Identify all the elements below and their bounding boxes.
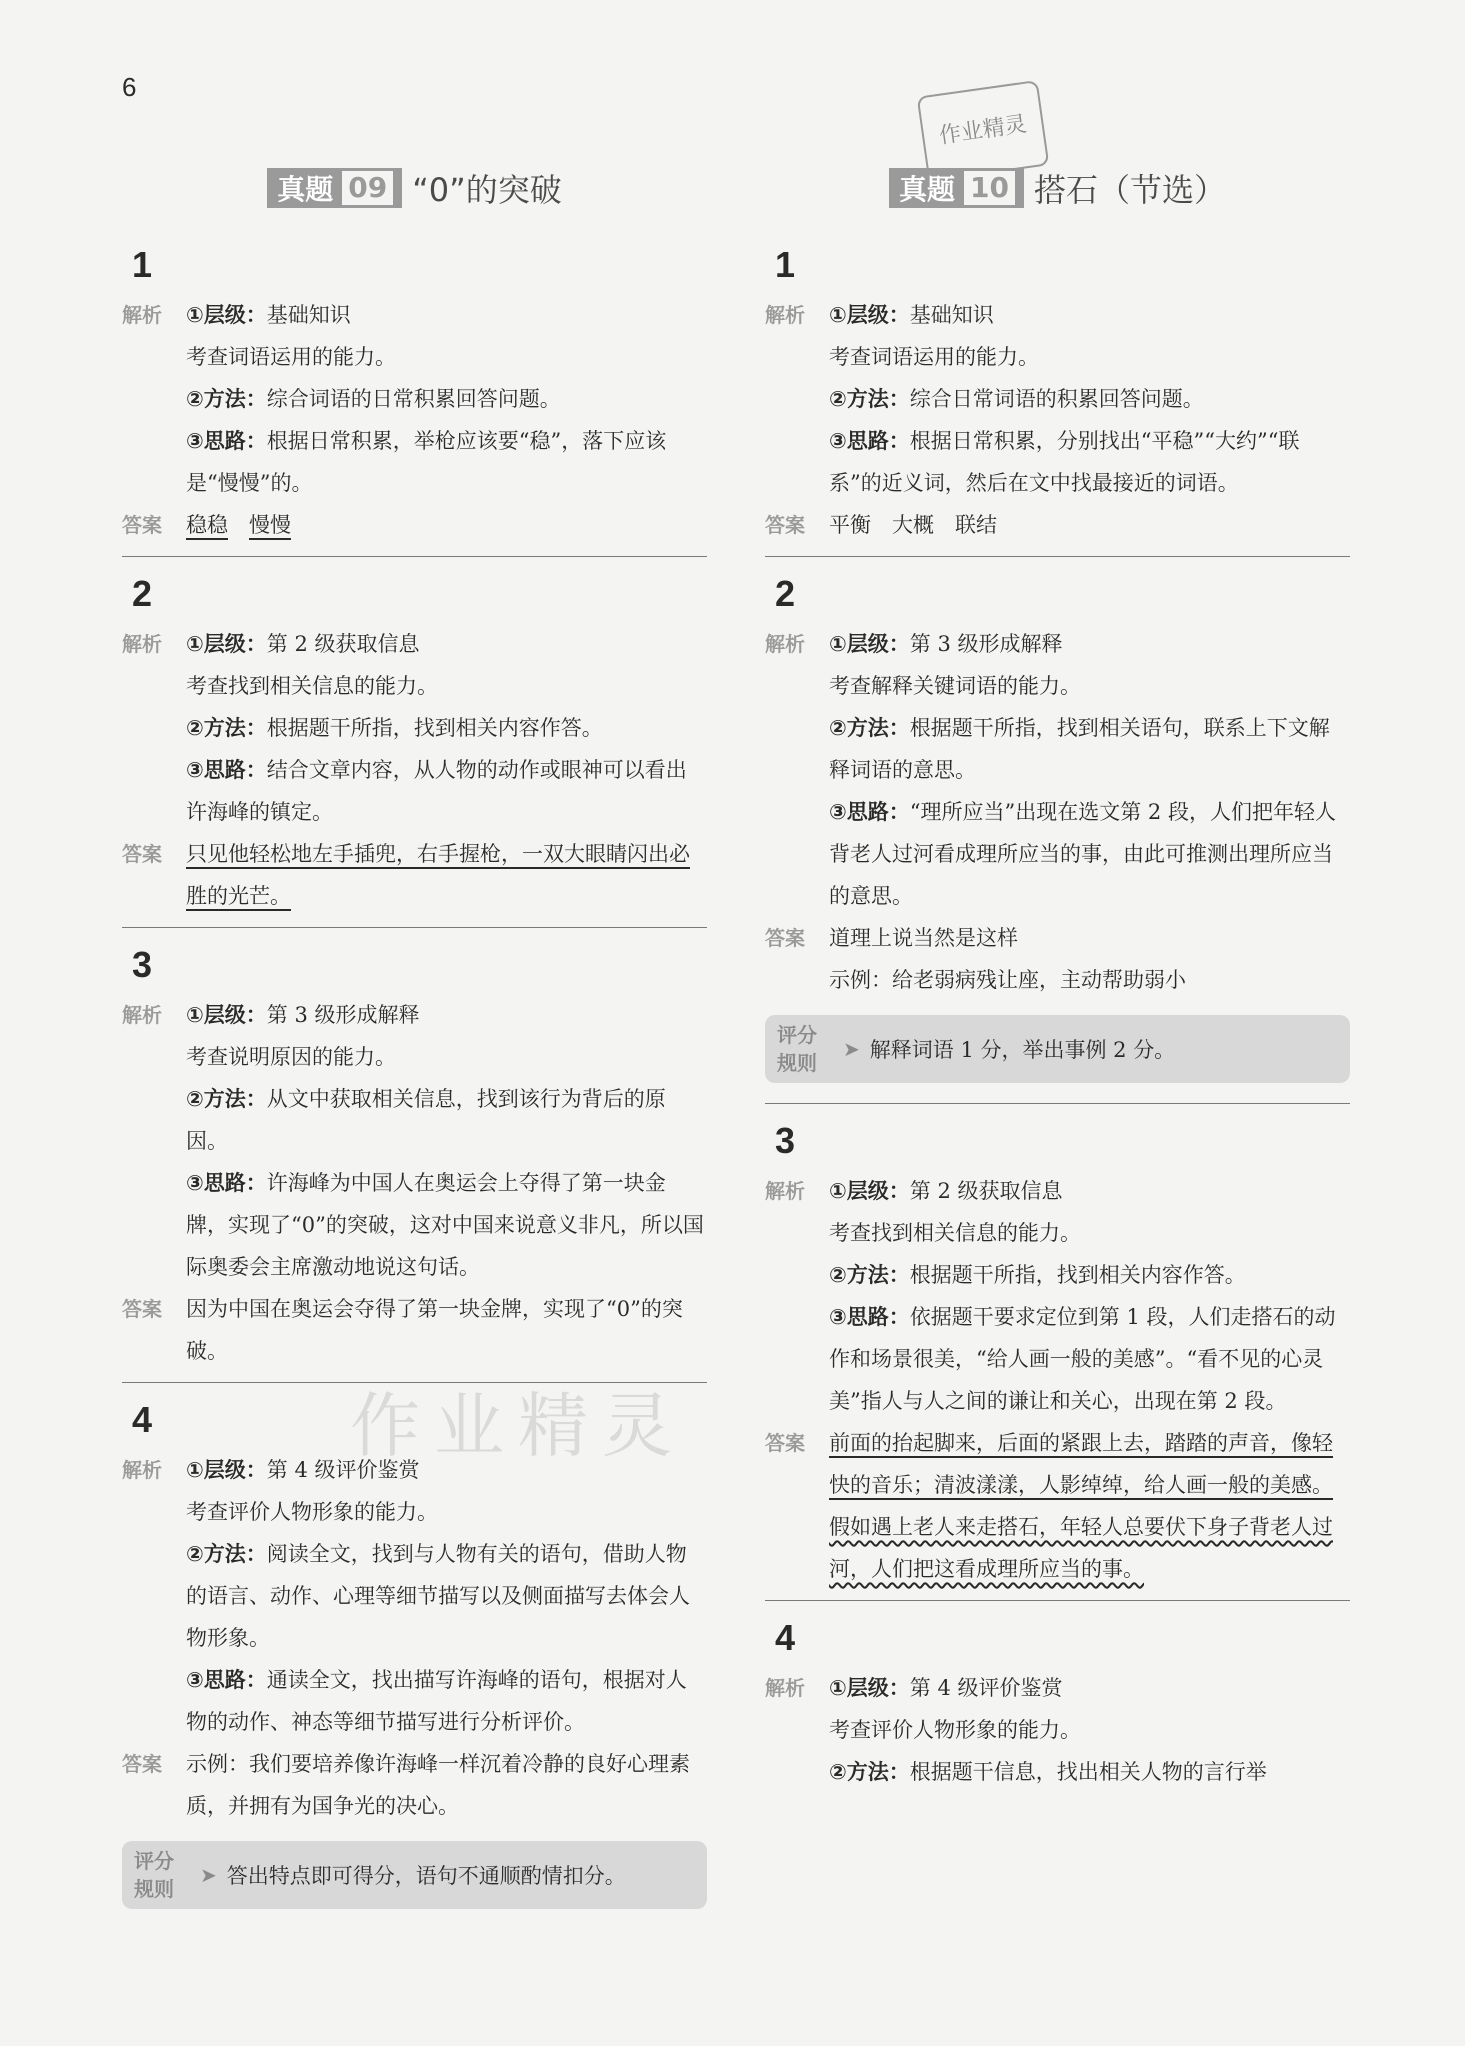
- answer-text: 道理上说当然是这样: [829, 926, 1018, 950]
- section-title-text: 搭石（节选）: [1033, 171, 1226, 209]
- question-block: 4 解析 ①层级：第 4 级评价鉴赏 考查评价人物形象的能力。 ②方法：根据题干信息，找出相关人物的言行举: [765, 1617, 1350, 1803]
- watermark: 作业精灵: [350, 1385, 686, 1467]
- question-number: 4: [775, 1617, 796, 1658]
- answer-label: 答案: [765, 1431, 805, 1455]
- question-block: 3 解析 ①层级：第 2 级获取信息 考查找到相关信息的能力。 ②方法：根据题干所指，找到相关内容作答。 ③思路：依据题干要求定位到第 1 段，人们走搭石的动作和场景很美，“给人画一般的美感”。“看不见的心灵美”指人与人之间的谦让和关心，出现在第 2 段。 答案 前面的抬起脚来，后面的紧跟上去，踏踏的声音，像轻快的音乐；清波漾漾，人影绰绰，给人画一般的美感。 假如遇上老人来走搭石，年轻人总要伏下身子背老人过河，人们把这看成理所应当的事。: [765, 1120, 1350, 1601]
- page-number: 6: [122, 72, 137, 102]
- question-number: 2: [775, 573, 796, 614]
- question-number: 1: [775, 244, 796, 285]
- answer-text: 稳稳: [186, 513, 228, 537]
- scoring-rule: 评分规则 ➤ 解释词语 1 分，举出事例 2 分。: [765, 1015, 1350, 1083]
- answer-label: 答案: [122, 513, 162, 537]
- arrow-right-icon: ➤: [843, 1037, 860, 1061]
- question-block: 2 解析 ①层级：第 2 级获取信息 考查找到相关信息的能力。 ②方法：根据题干所指，找到相关内容作答。 ③思路：结合文章内容，从人物的动作或眼神可以看出许海峰的镇定。 答案 只见他轻松地左手插兜，右手握枪，一双大眼睛闪出必胜的光芒。: [122, 573, 707, 928]
- question-block: 1 解析 ①层级：基础知识 考查词语运用的能力。 ②方法：综合词语的日常积累回答问题。 ③思路：根据日常积累，举枪应该要“稳”，落下应该是“慢慢”的。 答案 稳稳 慢慢: [122, 244, 707, 557]
- analysis-label: 解析: [765, 1179, 805, 1203]
- arrow-right-icon: ➤: [200, 1863, 217, 1887]
- section-title-text: “0”的突破: [412, 171, 562, 209]
- exam-tag: 真题 09: [267, 168, 402, 208]
- answer-label: 答案: [765, 926, 805, 950]
- answer-text: 示例：我们要培养像许海峰一样沉着冷静的良好心理素质，并拥有为国争光的决心。: [186, 1752, 690, 1818]
- left-column: [122, 160, 707, 1945]
- question-block: 1 解析 ①层级：基础知识 考查词语运用的能力。 ②方法：综合日常词语的积累回答问题。 ③思路：根据日常积累，分别找出“平稳”“大约”“联系”的近义词，然后在文中找最接近的词语。 答案 平衡 大概 联结: [765, 244, 1350, 557]
- stamp-logo: 作业精灵: [917, 80, 1050, 182]
- answer-text: 假如遇上老人来走搭石，年轻人总要伏下身子背老人过河，人们把这看成理所应当的事。: [829, 1515, 1333, 1581]
- analysis-label: 解析: [122, 1458, 162, 1482]
- scoring-rule: 评分规则 ➤ 答出特点即可得分，语句不通顺酌情扣分。: [122, 1841, 707, 1909]
- right-column: [765, 160, 1350, 1819]
- question-block: 2 解析 ①层级：第 3 级形成解释 考查解释关键词语的能力。 ②方法：根据题干所指，找到相关语句，联系上下文解释词语的意思。 ③思路：“理所应当”出现在选文第 2 段，人们把年轻人背老人过河看成理所应当的事，由此可推测出理所应当的意思。 答案 道理上说当然是这样 示例：给老弱病残让座，主动帮助弱小 评分规则 ➤ 解释词语 1 分，举出事例 2 分。: [765, 573, 1350, 1104]
- analysis-label: 解析: [122, 303, 162, 327]
- analysis-label: 解析: [122, 632, 162, 656]
- answer-text: 只见他轻松地左手插兜，右手握枪，一双大眼睛闪出必胜的光芒。: [186, 842, 690, 908]
- exam-tag: 真题 10: [889, 168, 1024, 208]
- question-block: 4 解析 ①层级：第 4 级评价鉴赏 考查评价人物形象的能力。 ②方法：阅读全文，找到与人物有关的语句，借助人物的语言、动作、心理等细节描写以及侧面描写去体会人物形象。 ③思路：通读全文，找出描写许海峰的语句，根据对人物的动作、神态等细节描写进行分析评价。 答案 示例：我们要培养像许海峰一样沉着冷静的良好心理素质，并拥有为国争光的决心。 评分规则 ➤ 答出特点即可得分，语句不通顺酌情扣分。: [122, 1399, 707, 1929]
- answer-label: 答案: [122, 1752, 162, 1776]
- answer-text: 示例：给老弱病残让座，主动帮助弱小: [829, 968, 1186, 992]
- question-number: 3: [132, 944, 153, 985]
- analysis-label: 解析: [765, 1676, 805, 1700]
- answer-text: 因为中国在奥运会夺得了第一块金牌，实现了“0”的突破。: [186, 1297, 683, 1363]
- question-block: 3 解析 ①层级：第 3 级形成解释 考查说明原因的能力。 ②方法：从文中获取相关信息，找到该行为背后的原因。 ③思路：许海峰为中国人在奥运会上夺得了第一块金牌，实现了“0”的突破，这对中国来说意义非凡，所以国际奥委会主席激动地说这句话。 答案 因为中国在奥运会夺得了第一块金牌，实现了“0”的突破。: [122, 944, 707, 1383]
- answer-label: 答案: [765, 513, 805, 537]
- answer-text: 慢慢: [249, 513, 291, 537]
- analysis-label: 解析: [765, 632, 805, 656]
- answer-text: 前面的抬起脚来，后面的紧跟上去，踏踏的声音，像轻快的音乐；清波漾漾，人影绰绰，给人画一般的美感。: [829, 1431, 1333, 1497]
- answer-text: 平衡 大概 联结: [829, 513, 997, 537]
- analysis-label: 解析: [765, 303, 805, 327]
- question-number: 2: [132, 573, 153, 614]
- answer-label: 答案: [122, 842, 162, 866]
- section-title-10: [765, 160, 1350, 216]
- analysis-label: 解析: [122, 1003, 162, 1027]
- question-number: 1: [132, 244, 153, 285]
- question-number: 4: [132, 1399, 153, 1440]
- answer-label: 答案: [122, 1297, 162, 1321]
- section-title-09: [122, 160, 707, 216]
- question-number: 3: [775, 1120, 796, 1161]
